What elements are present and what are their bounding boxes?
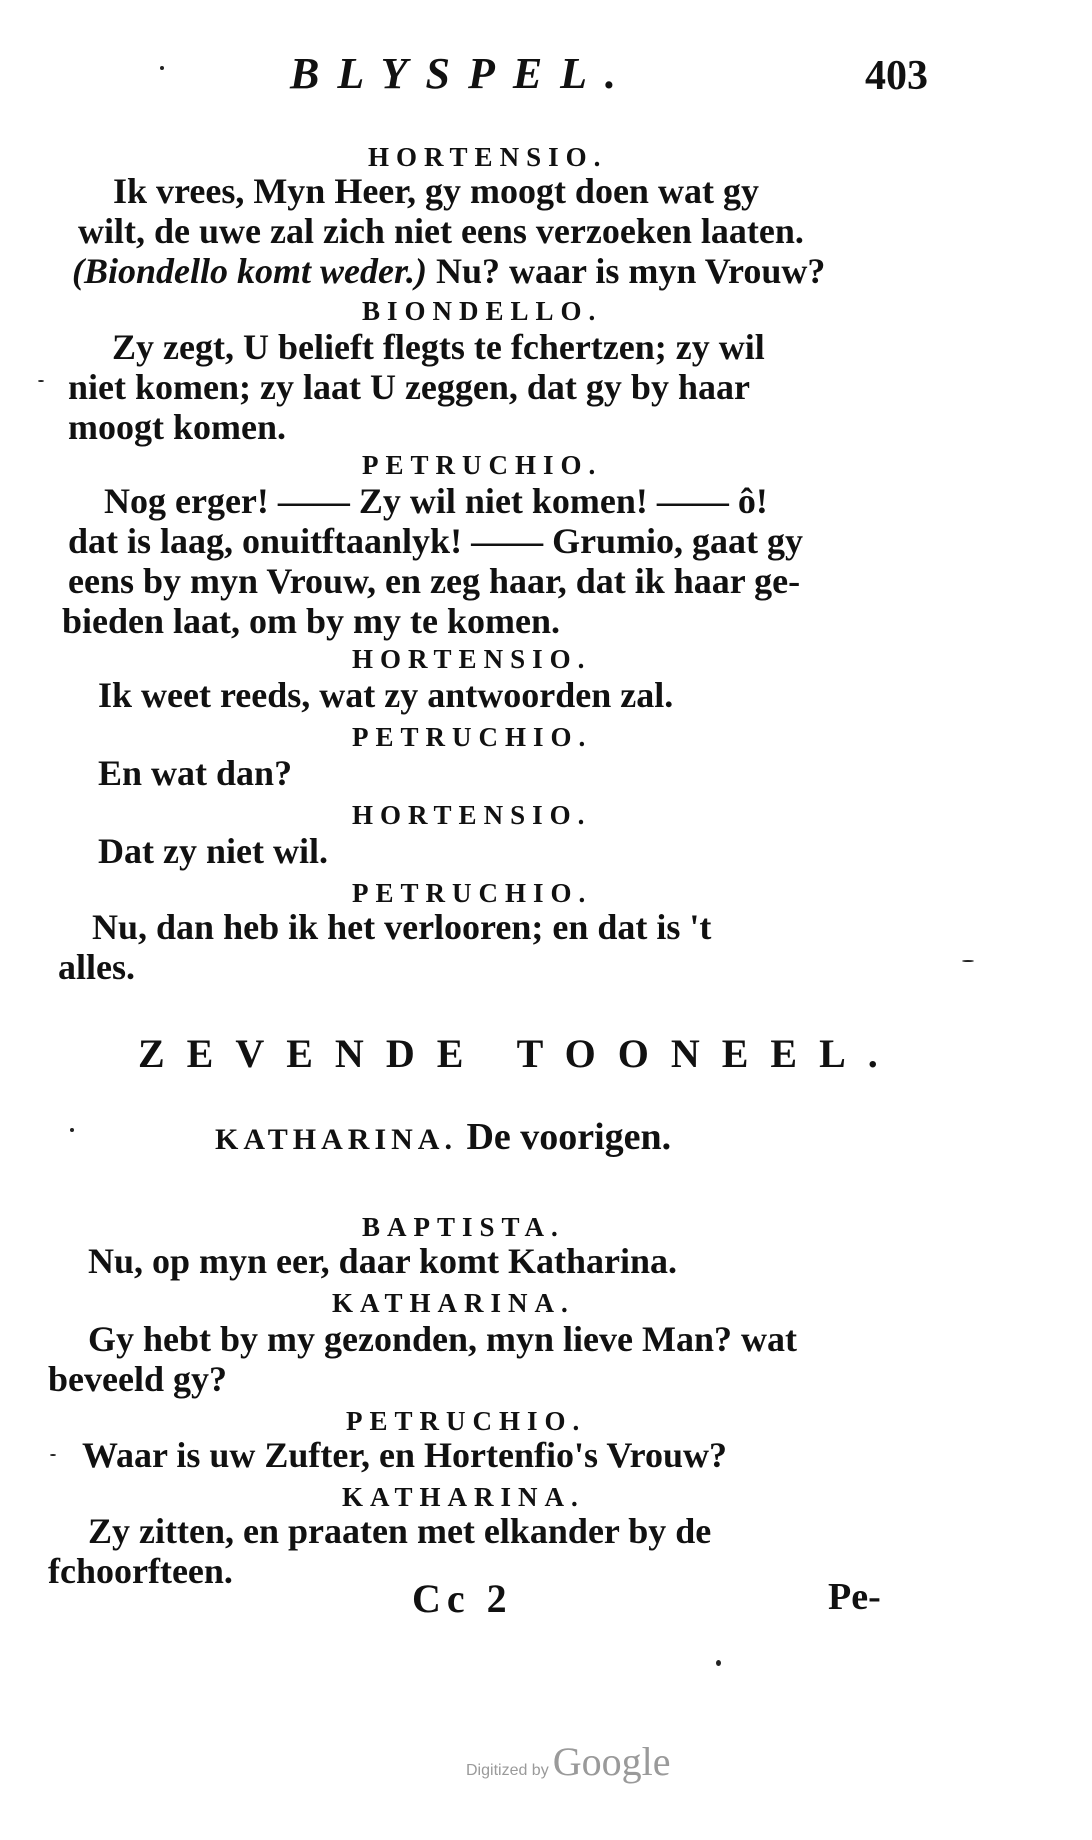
- text-line: Zy zitten, en praaten met elkander by de: [88, 1511, 712, 1551]
- ink-speck: [50, 1454, 56, 1456]
- text-line: beveeld gy?: [48, 1359, 227, 1399]
- text-line: Waar is uw Zufter, en Hortenfio's Vrouw?: [82, 1435, 728, 1475]
- speaker-petruchio: PETRUCHIO.: [362, 450, 603, 480]
- watermark-prefix: Digitized by: [466, 1762, 549, 1779]
- text-line: Nu, op myn eer, daar komt Katharina.: [88, 1241, 678, 1281]
- text-line: fchoorfteen.: [48, 1551, 233, 1591]
- text-line: Nog erger! —— Zy wil niet komen! —— ô!: [104, 481, 768, 521]
- speaker-hortensio: HORTENSIO.: [368, 142, 608, 172]
- page-number: 403: [865, 53, 928, 99]
- signature-mark: Cc 2: [412, 1576, 513, 1621]
- ink-speck: [70, 1128, 74, 1132]
- speaker-hortensio: HORTENSIO.: [352, 644, 592, 674]
- running-title: BLYSPEL.: [290, 49, 635, 98]
- speaker-katharina: KATHARINA.: [332, 1288, 575, 1318]
- text-line: bieden laat, om by my te komen.: [62, 601, 560, 641]
- speaker-baptista: BAPTISTA.: [362, 1212, 565, 1242]
- text-line: eens by myn Vrouw, en zeg haar, dat ik haar ge-: [68, 561, 801, 601]
- text-line: alles.: [58, 947, 135, 987]
- text-line: Ik weet reeds, wat zy antwoorden zal.: [98, 675, 674, 715]
- text-line: En wat dan?: [98, 753, 293, 793]
- catchword: Pe-: [828, 1576, 881, 1618]
- text-line: Nu, dan heb ik het verlooren; en dat is 't: [92, 907, 712, 947]
- text-line: Dat zy niet wil.: [98, 831, 328, 871]
- speaker-katharina: KATHARINA.: [342, 1482, 585, 1512]
- ink-speck: [962, 960, 974, 962]
- ink-speck: [160, 66, 164, 70]
- text-line: Nu? waar is myn Vrouw?: [436, 251, 826, 291]
- speaker-petruchio: PETRUCHIO.: [346, 1406, 587, 1436]
- text-line: niet komen; zy laat U zeggen, dat gy by haar: [68, 367, 750, 407]
- speaker-biondello: BIONDELLO.: [362, 296, 603, 326]
- text-line: Gy hebt by my gezonden, myn lieve Man? wat: [88, 1319, 797, 1359]
- text-line: Ik vrees, Myn Heer, gy moogt doen wat gy: [113, 171, 759, 211]
- speaker-hortensio: HORTENSIO.: [352, 800, 592, 830]
- digitized-watermark: [466, 1738, 670, 1785]
- scene-heading: ZEVENDE TOONEEL.: [138, 1031, 900, 1076]
- dramatis-personae: [215, 1115, 671, 1159]
- google-logo: Google: [552, 1739, 671, 1784]
- text-line: dat is laag, onuitftaanlyk! —— Grumio, gaat gy: [68, 521, 804, 561]
- text-line: moogt komen.: [68, 407, 286, 447]
- persons-name: KATHARINA.: [215, 1123, 457, 1156]
- persons-rest: De voorigen.: [466, 1116, 672, 1158]
- speaker-petruchio: PETRUCHIO.: [352, 722, 593, 752]
- text-line: wilt, de uwe zal zich niet eens verzoeken laaten.: [78, 211, 804, 251]
- stage-direction: (Biondello komt weder.): [72, 251, 427, 291]
- text-line: Zy zegt, U belieft flegts te fchertzen; zy wil: [112, 327, 765, 367]
- speaker-petruchio: PETRUCHIO.: [352, 878, 593, 908]
- ink-speck: [38, 380, 44, 382]
- text-line-with-direction: [72, 250, 825, 292]
- ink-speck: [716, 1660, 721, 1666]
